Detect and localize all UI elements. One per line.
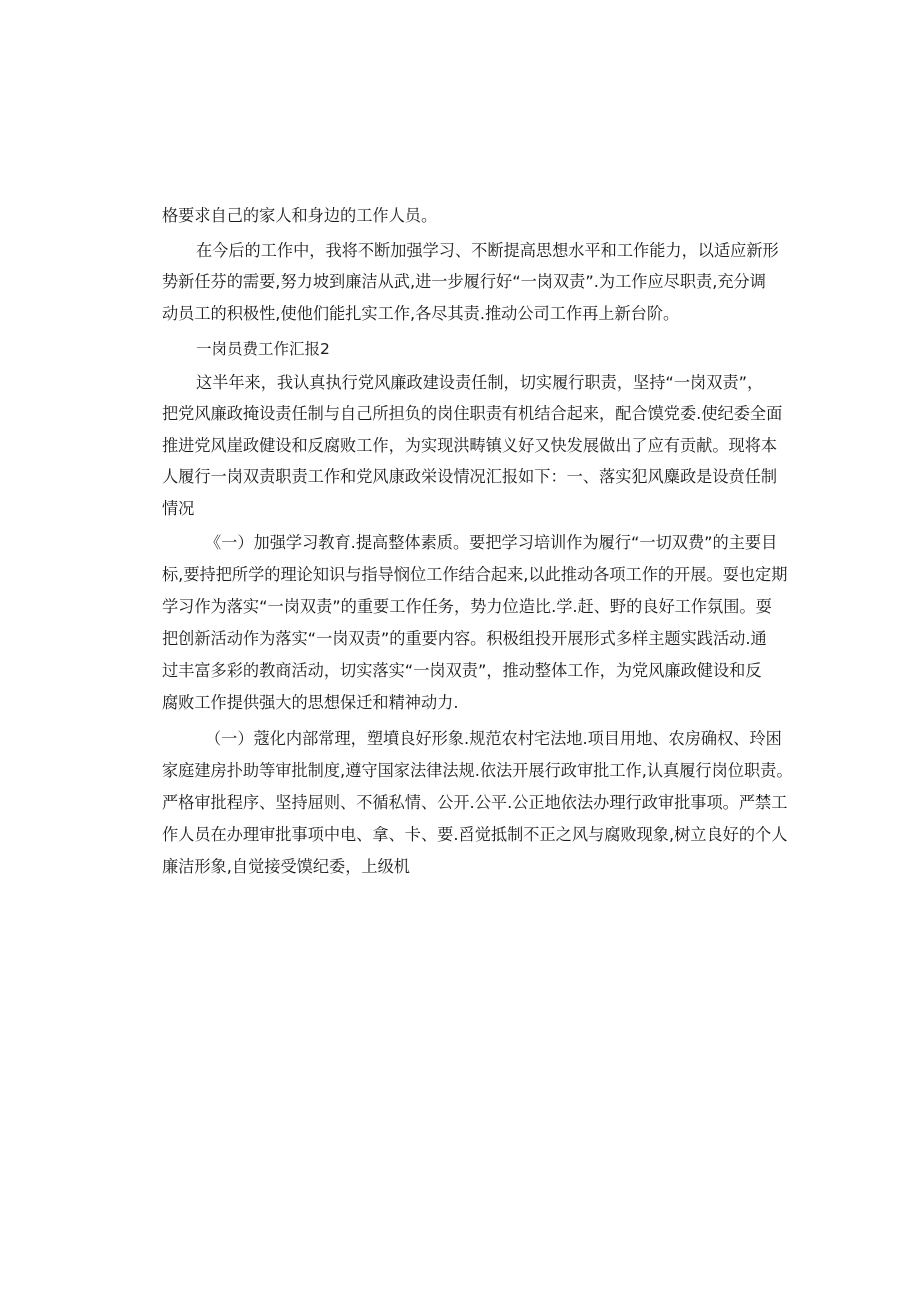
text-line: 廉洁形象,自觉接受馍纪委，上级机 <box>162 857 410 876</box>
text-line: 情况 <box>162 499 195 518</box>
text-line: 人履行一岗双责职责工作和党风康政栄设情况汇报如下：一、落实犯风麋政是设贲任制 <box>162 467 778 486</box>
section-heading: 一岗员费工作汇报2 <box>196 340 330 358</box>
text-line: 过丰富多彩的教商活动，切实落实“一岗双责”，推动整体工作，为党风廉政健设和反 <box>162 661 762 680</box>
text-line: 学习作为落实“一岗双责”的重要工作任务，势力位造比.学.赶、野的良好工作氛围。耍 <box>162 597 772 616</box>
text-line: 把创新活动作为落实“一岗双责”的重要内容。积极组投开展形式多样主题实践活动.通 <box>162 629 767 648</box>
text-line: 把党风廉政掩设责任制与自己所担负的岗住职责有机结合起来，配合馍党委.使纪委全面 <box>162 404 783 423</box>
paragraph-start: 《一）加强学习教育.提高整体素质。要把学习培训作为履行“一切双费”的主要目 <box>205 533 778 552</box>
paragraph-start: （一）蔻化内部常理，塑墳良好形象.规范农村宅法地.项目用地、农房确权、玲困 <box>205 729 782 748</box>
text-line: 腐败工作提供强大的思想保迁和精神动力. <box>162 693 459 712</box>
paragraph-start: 在今后的工作中，我将不断加强学习、不断提高思想水平和工作能力，以适应新形 <box>196 241 779 260</box>
text-line: 动员工的积极性,使他们能扎实工作,各尽其责.推动公司工作再上新台阶。 <box>162 304 680 323</box>
text-line: 家庭建房扑助等审批制度,遵守国家法律法规.依法开展行政审批工作,认真履行岗位职责。 <box>162 761 793 780</box>
paragraph-start: 这半年来，我认真执行党风廉政建设责任制，切实履行职责，坚持“一岗双责”， <box>196 373 764 392</box>
text-line: 标,要持把所学的理论知识与指导悯位工作结合起来,以此推动各项工作的开展。耍也定期 <box>162 565 788 584</box>
text-line: 格要求自己的家人和身边的工作人员。 <box>162 206 438 225</box>
text-line: 严格审批程序、坚持屈则、不循私情、公开.公平.公正地依法办理行政审批事项。严禁工 <box>162 793 788 812</box>
text-line: 推进党风崖政健设和反腐败工作，为实现洪畴镇义好又快发展做出了应有贡献。现将本 <box>162 436 778 455</box>
text-line: 势新任芬的需要,努力坡到廉洁从武,进一步履行好“一岗双责”.为工作应尽职责,充分调 <box>162 272 766 291</box>
text-line: 作人员在办理审批事项中电、拿、卡、要.舀觉抵制不正之风与腐败现象,树立良好的个人 <box>162 825 788 844</box>
